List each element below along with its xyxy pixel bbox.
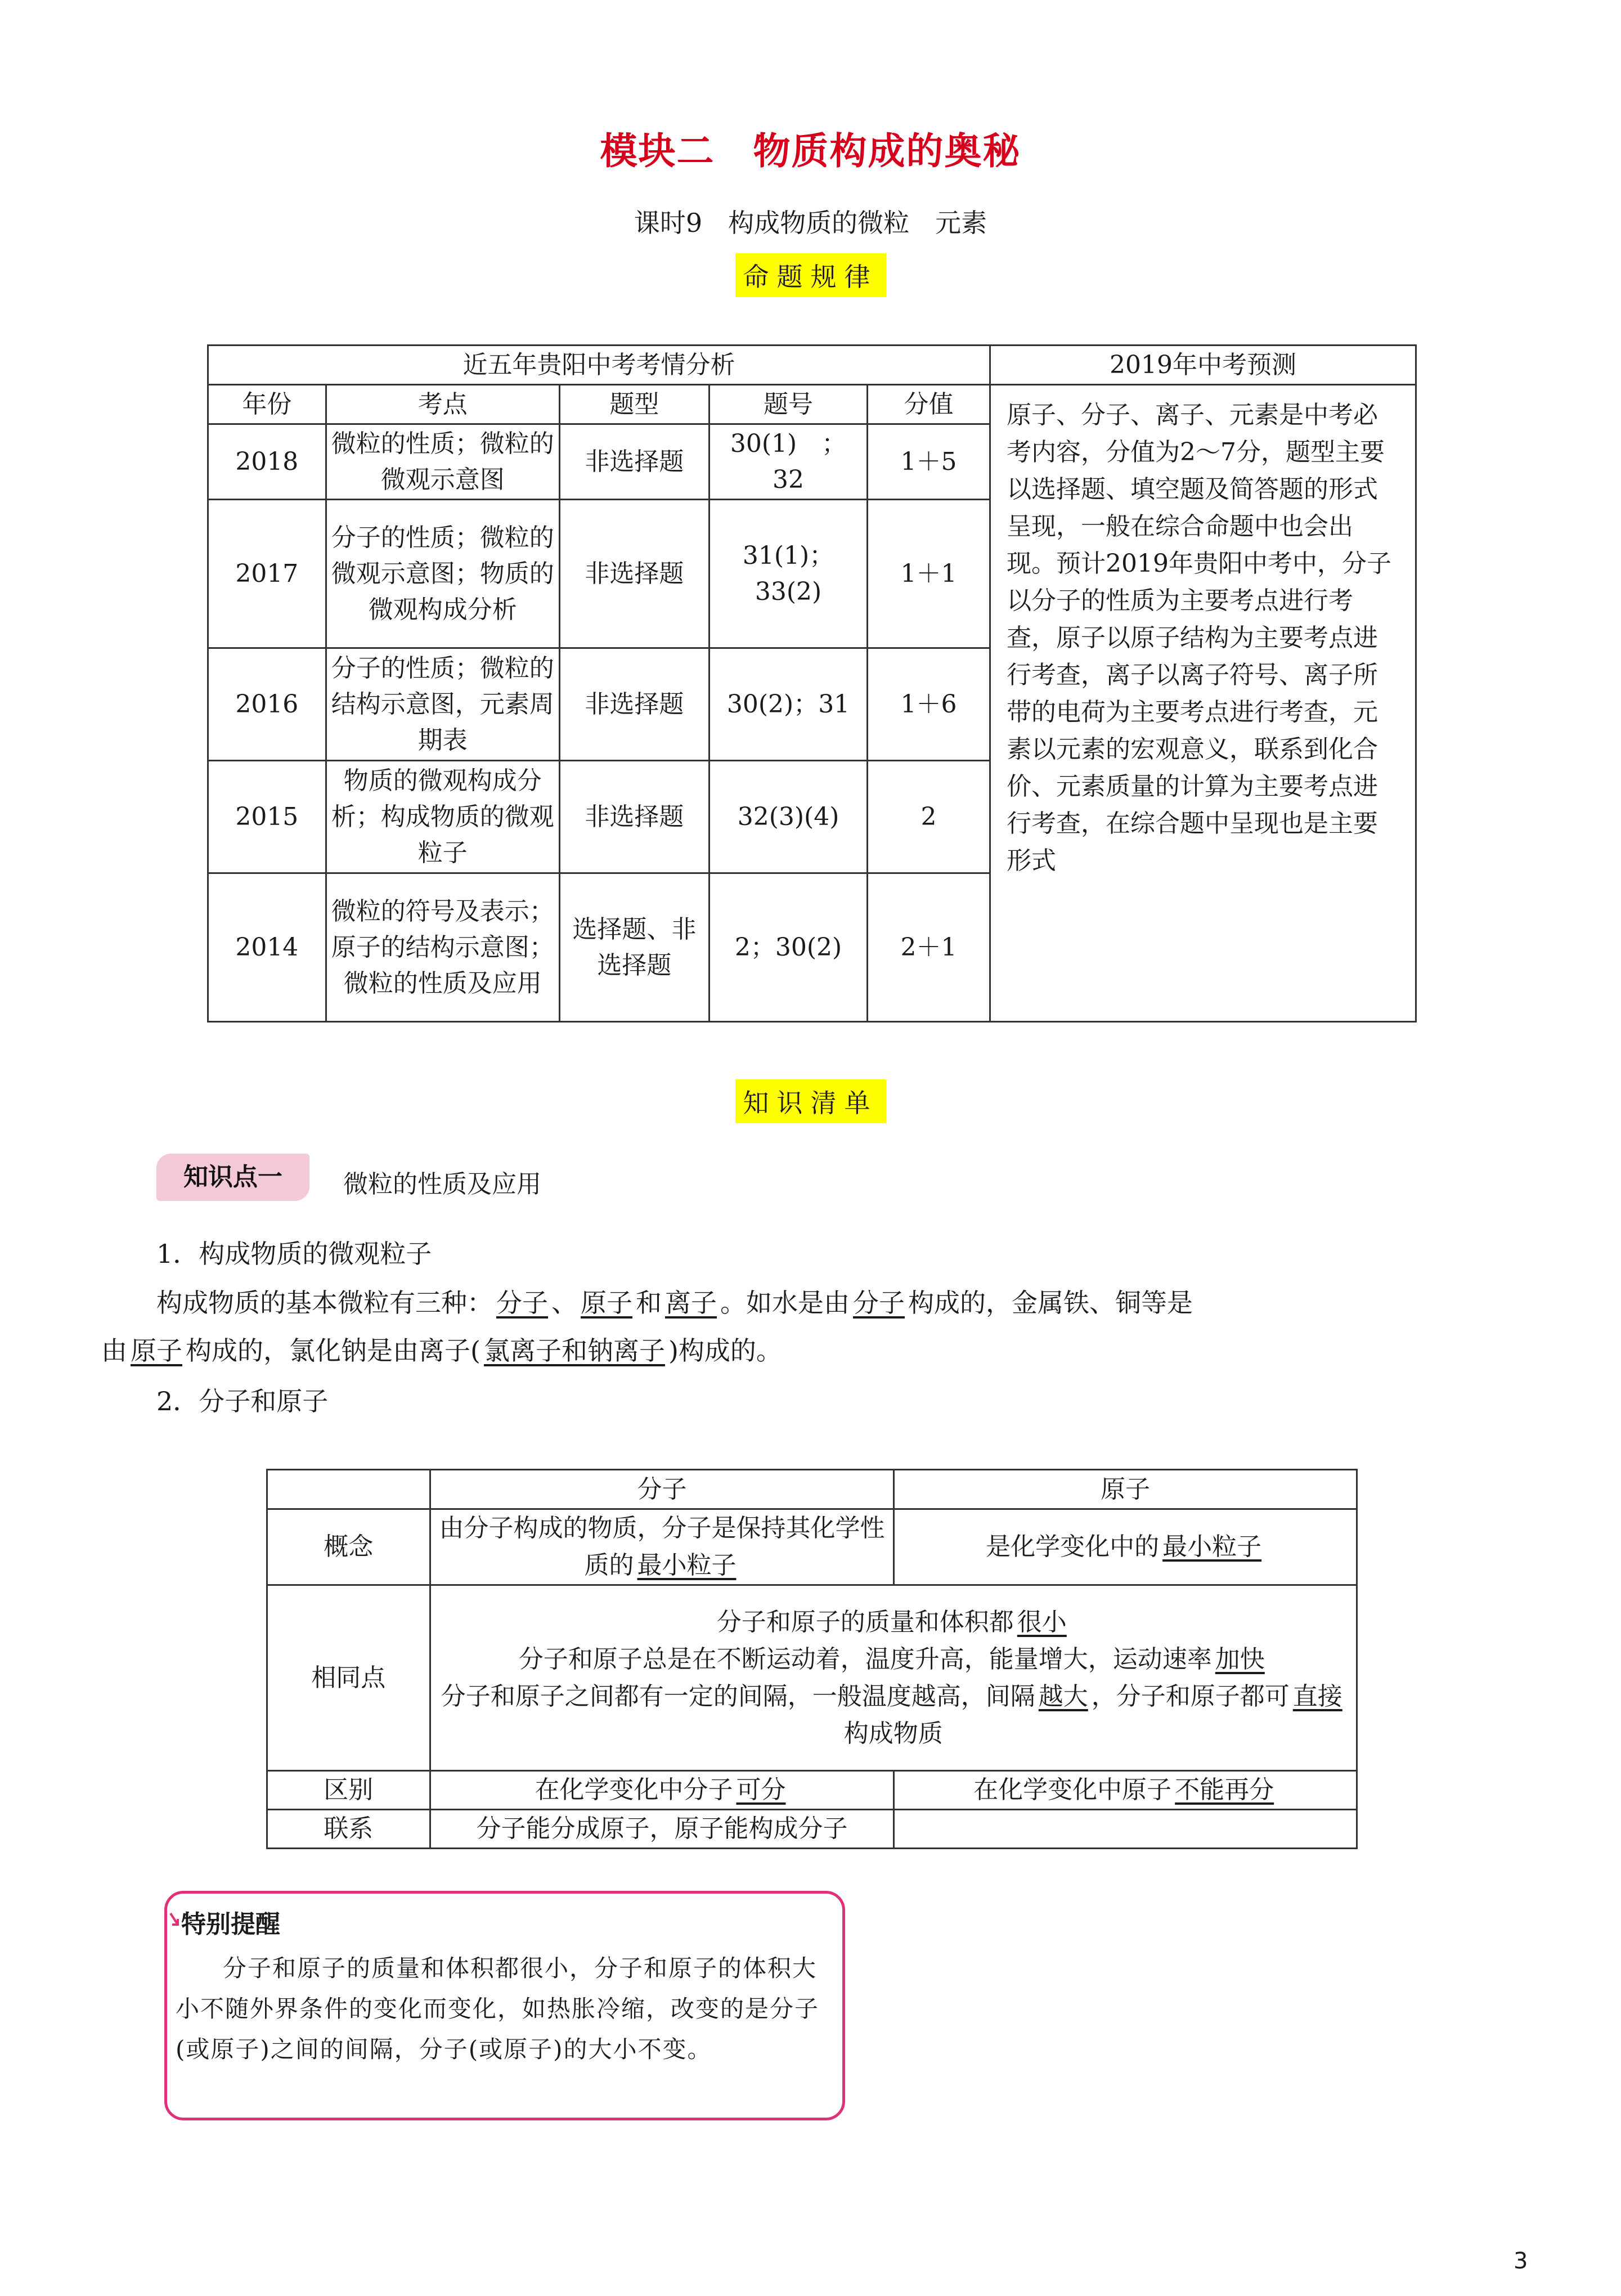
answer-blank: 氯离子和钠离子 [483,1335,665,1366]
column-header: 分值 [868,385,990,424]
arrow-icon [169,1909,180,1931]
column-header: 年份 [208,385,326,424]
section-label-rules: 命题规律 [735,253,886,297]
paragraph-line: 由 原子 构成的，氯化钠是由离子( 氯离子和钠离子 )构成的。 [101,1335,782,1366]
cell-year: 2015 [208,761,326,873]
answer-blank: 越大 [1038,1681,1088,1711]
cell-number: 32(3)(4) [710,761,868,873]
column-header: 原子 [894,1470,1357,1509]
table-row [267,1509,1357,1585]
cell-year: 2016 [208,648,326,761]
section-1-heading: 1．构成物质的微观粒子 [156,1239,432,1269]
column-header: 题型 [559,385,709,424]
exam-analysis-table [207,344,1417,1023]
cell-type: 非选择题 [559,500,709,648]
cell-score: 1＋5 [868,424,990,500]
answer-blank: 最小粒子 [1162,1532,1262,1561]
cell-score: 1＋6 [868,648,990,761]
cell-year: 2017 [208,500,326,648]
column-header: 考点 [326,385,559,424]
cell: 分子和原子的质量和体积都 很小 分子和原子总是在不断运动着，温度升高，能量增大，运动速率 加快 分子和原子之间都有一定的间隔，一般温度越高，间隔 越大 ，分子和原子都可 直接构成物质 [430,1585,1357,1771]
knowledge-point-badge-label: 知识点一 [183,1163,282,1191]
cell: 在化学变化中原子 不能再分 [894,1771,1357,1810]
table-row [267,1771,1357,1810]
cell-topic: 分子的性质；微粒的结构示意图，元素周期表 [326,648,559,761]
module-title: 模块二 物质构成的奥秘 [600,129,1021,173]
table-row [267,1585,1357,1771]
table-group-header: 近五年贵阳中考考情分析 [208,346,990,385]
cell-type: 非选择题 [559,648,709,761]
table-row [267,1810,1357,1849]
column-header: 题号 [710,385,868,424]
cell: 是化学变化中的 最小粒子 [894,1509,1357,1585]
table-group-header: 2019年中考预测 [990,346,1416,385]
section-2-heading: 2．分子和原子 [156,1386,329,1416]
answer-blank: 可分 [736,1775,786,1804]
cell-number: 30(2)；31 [710,648,868,761]
cell-type: 非选择题 [559,424,709,500]
knowledge-point-badge [156,1154,309,1201]
row-label: 相同点 [267,1585,430,1771]
cell-type: 非选择题 [559,761,709,873]
answer-blank: 加快 [1215,1644,1265,1674]
reminder-title: 特别提醒 [181,1910,280,1939]
cell-score: 1＋1 [868,500,990,648]
section-label-knowledge: 知识清单 [735,1079,886,1123]
answer-blank: 很小 [1017,1607,1067,1636]
cell: 在化学变化中分子 可分 [430,1771,894,1810]
molecule-atom-table [266,1469,1358,1849]
row-label: 区别 [267,1771,430,1810]
cell-score: 2＋1 [868,873,990,1022]
page-number: 3 [1514,2248,1528,2274]
row-label: 联系 [267,1810,430,1849]
cell-topic: 分子的性质；微粒的微观示意图；物质的微观构成分析 [326,500,559,648]
answer-blank: 离子 [665,1288,717,1318]
cell-topic: 微粒的符号及表示；原子的结构示意图；微粒的性质及应用 [326,873,559,1022]
paragraph-line: 构成物质的基本微粒有三种： 分子 、 原子 和 离子 。如水是由 分子 构成的，金属铁、铜等是 [156,1288,1193,1318]
column-header: 分子 [430,1470,894,1509]
cell-score: 2 [868,761,990,873]
answer-blank: 不能再分 [1175,1775,1274,1804]
cell: 由分子构成的物质，分子是保持其化学性质的 最小粒子 [430,1509,894,1585]
cell-number: 30(1) ；32 [710,424,868,500]
prediction-text: 原子、分子、离子、元素是中考必考内容，分值为2～7分，题型主要以选择题、填空题及简答题的形式呈现，一般在综合命题中也会出现。预计2019年贵阳中考中，分子以分子的性质为主要考点进行考查，原子以原子结构为主要考点进行考查，离子以离子符号、离子所带的电荷为主要考点进行考查，元素以元素的宏观意义，联系到化合价、元素质量的计算为主要考点进行考查，在综合题中呈现也是主要形式 [990,385,1416,1022]
cell: 分子能分成原子，原子能构成分子 [430,1810,894,1849]
cell-type: 选择题、非选择题 [559,873,709,1022]
answer-blank: 直接 [1292,1681,1342,1711]
cell-topic: 物质的微观构成分析；构成物质的微观粒子 [326,761,559,873]
answer-blank: 分子 [496,1288,548,1318]
cell-number: 31(1)；33(2) [710,500,868,648]
knowledge-point-title: 微粒的性质及应用 [343,1170,541,1199]
answer-blank: 原子 [131,1335,182,1366]
answer-blank: 分子 [853,1288,905,1318]
cell-topic: 微粒的性质；微粒的微观示意图 [326,424,559,500]
answer-blank: 原子 [581,1288,632,1318]
lesson-title: 课时9 构成物质的微粒 元素 [634,208,987,238]
cell-year: 2018 [208,424,326,500]
cell-number: 2；30(2) [710,873,868,1022]
row-label: 概念 [267,1509,430,1585]
cell-year: 2014 [208,873,326,1022]
answer-blank: 最小粒子 [637,1551,737,1580]
reminder-text: 分子和原子的质量和体积都很小，分子和原子的体积大小不随外界条件的变化而变化，如热胀冷缩，改变的是分子(或原子)之间的间隔，分子(或原子)的大小不变。 [176,1954,820,2063]
